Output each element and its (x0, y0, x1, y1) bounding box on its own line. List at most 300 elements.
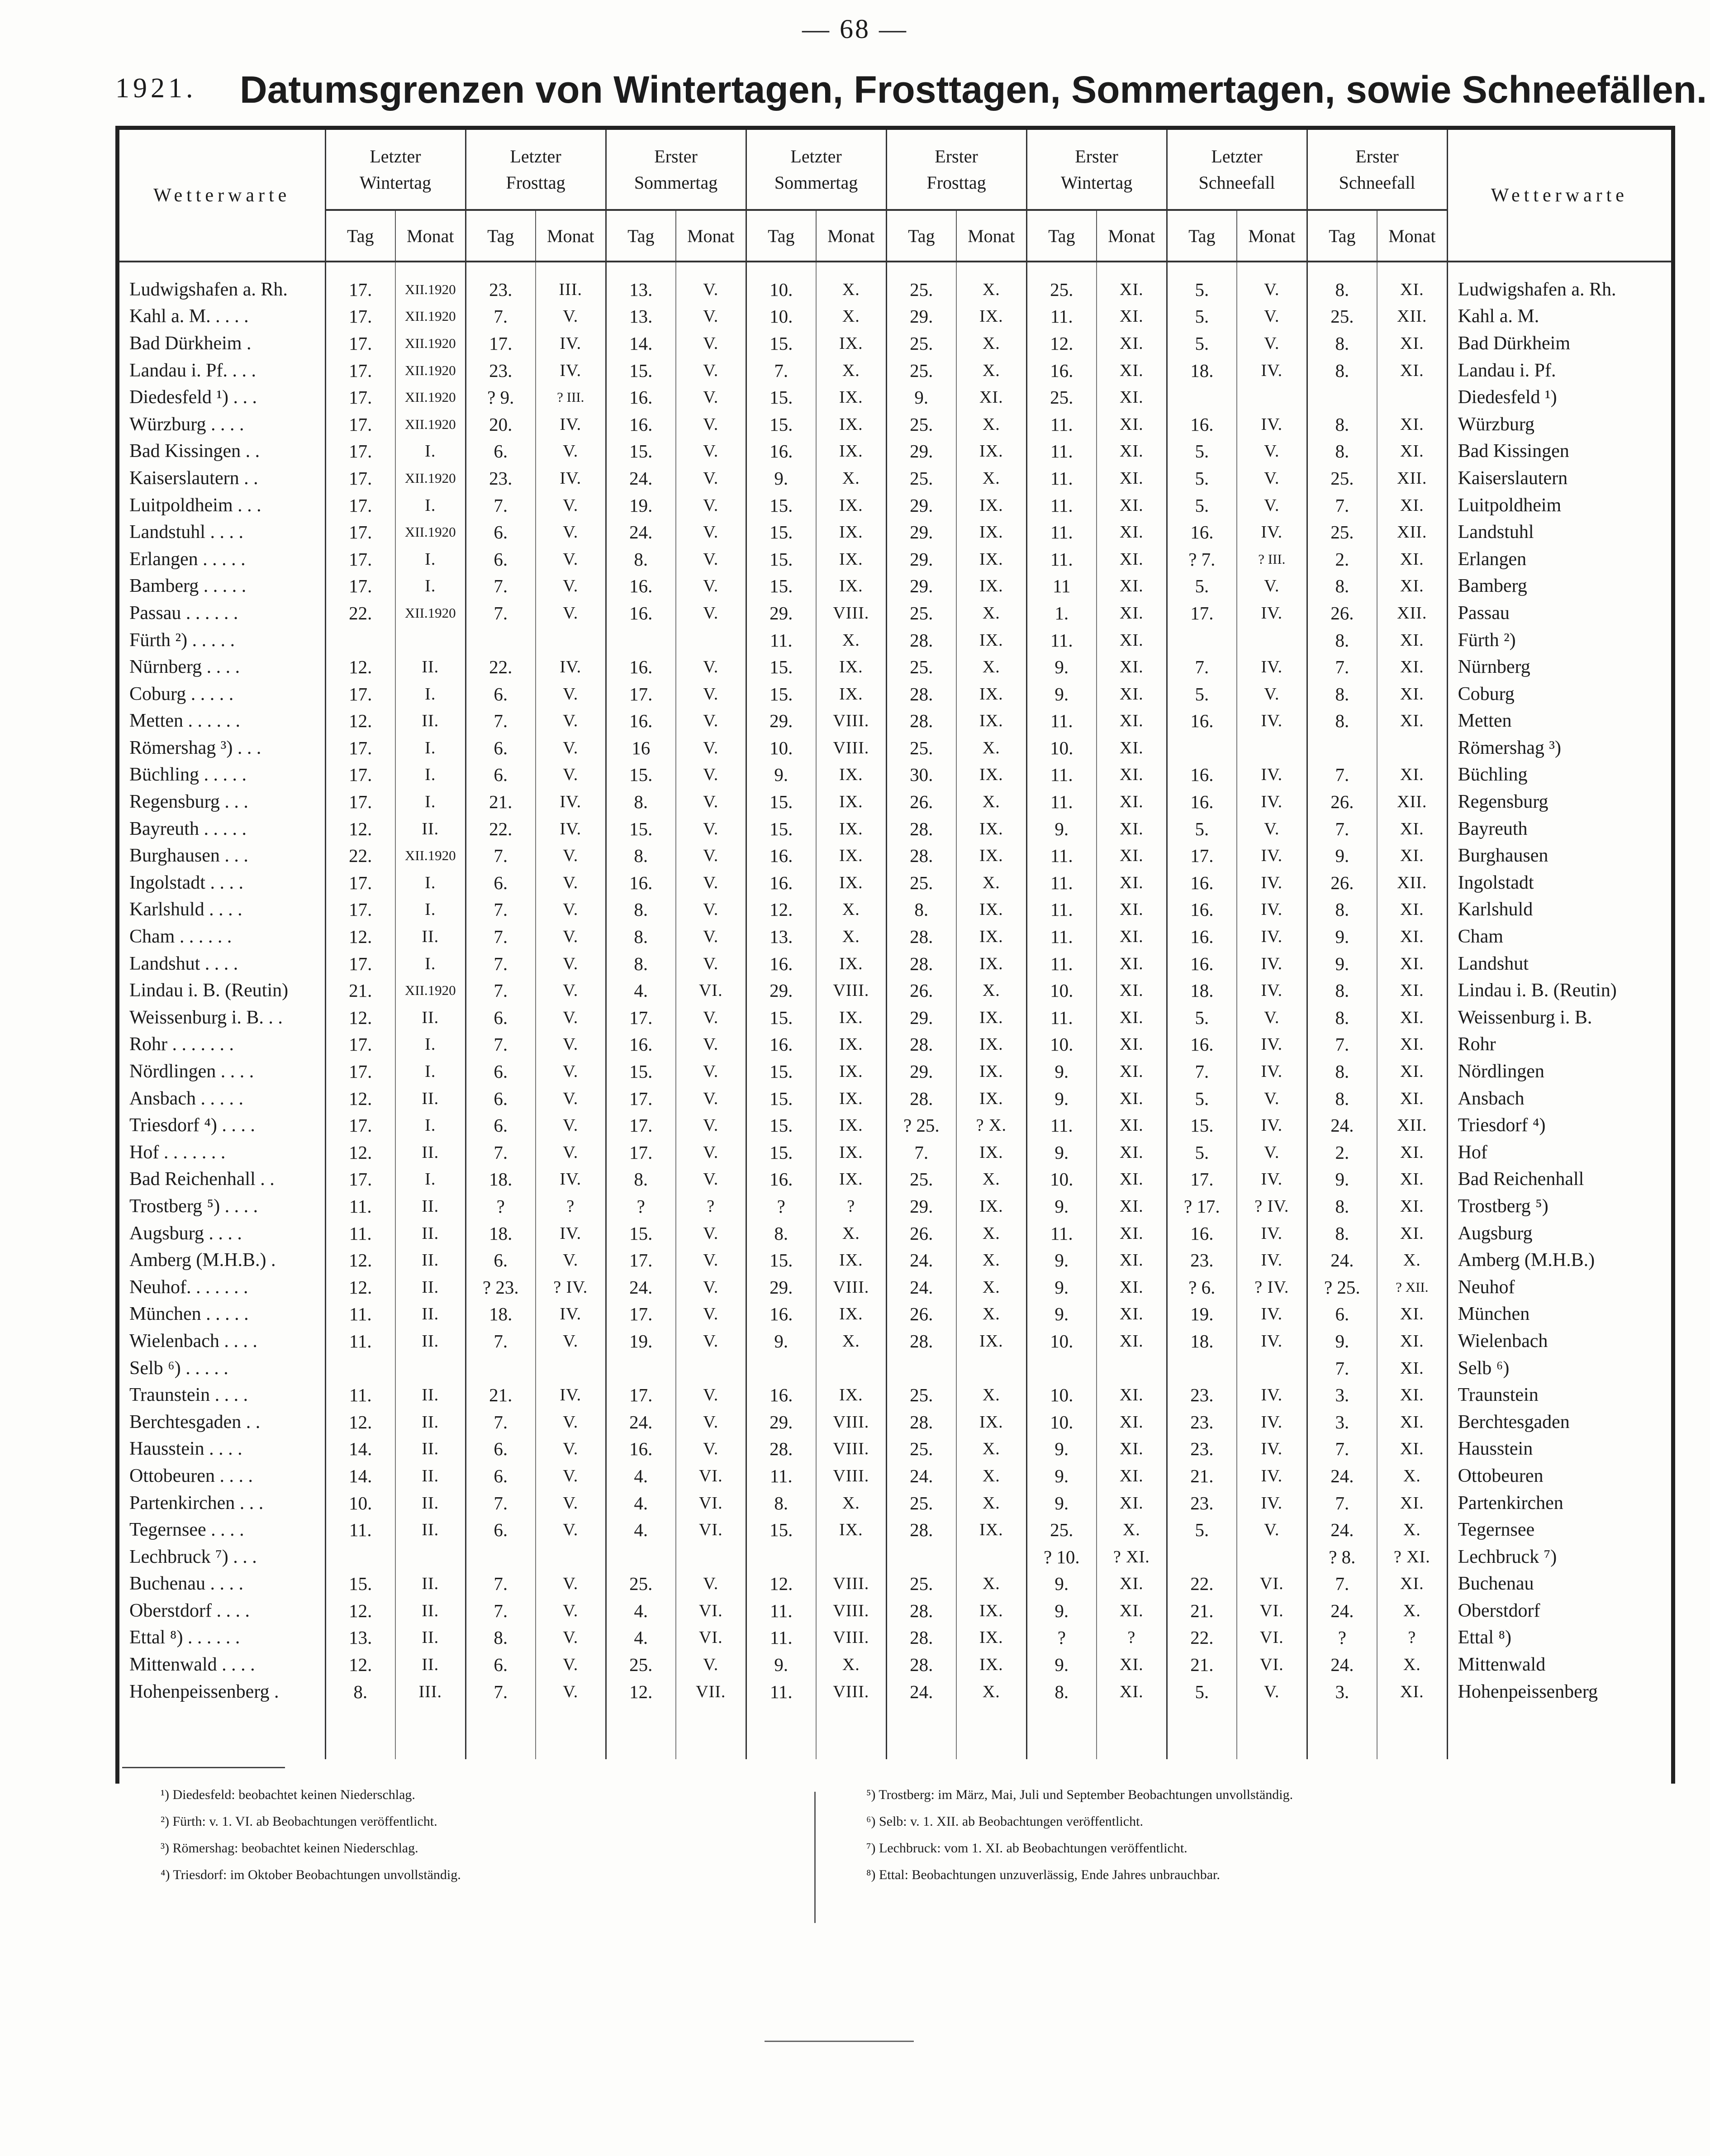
cell-monat: V. (536, 1139, 606, 1166)
station-name: Regensburg . . . (119, 788, 325, 815)
cell-tag: 24. (886, 1678, 956, 1705)
cell-tag: 17. (325, 276, 395, 303)
cell-monat: I. (395, 1166, 466, 1193)
cell-monat: XI. (1097, 573, 1167, 600)
table-row (119, 465, 1671, 492)
spacer-row (119, 262, 1671, 276)
cell-tag: 9. (1026, 1058, 1097, 1085)
cell-tag: 12. (325, 1085, 395, 1112)
cell-tag: 16. (1167, 519, 1237, 546)
cell-tag: 6. (466, 1651, 536, 1678)
station-name-right: Nördlingen (1458, 1061, 1544, 1082)
sub-header-tag: Tag (746, 210, 816, 262)
cell-tag: 16. (1167, 1220, 1237, 1247)
cell-monat: XI. (1097, 708, 1167, 735)
station-name-right: Oberstdorf (1458, 1600, 1540, 1621)
cell-tag: 24. (606, 519, 676, 546)
cell-monat: II. (395, 1462, 466, 1490)
cell-tag: 17. (606, 1139, 676, 1166)
cell-tag: 28. (886, 950, 956, 977)
cell-monat: V. (676, 1409, 746, 1436)
cell-tag: 9. (1307, 950, 1377, 977)
cell-monat: XI. (1097, 1328, 1167, 1355)
cell-monat: V. (536, 1490, 606, 1517)
cell-monat: IV. (1237, 1166, 1307, 1193)
cell-tag: 8. (1307, 1193, 1377, 1220)
cell-monat: XI. (1377, 1328, 1447, 1355)
cell-monat: V. (536, 546, 606, 573)
footnote-1: ¹) Diedesfeld: beobachtet keinen Niederschlag. (161, 1787, 415, 1802)
cell-tag: 7. (1307, 653, 1377, 681)
cell-monat: X. (816, 1328, 886, 1355)
table-row (119, 681, 1671, 708)
cell-monat: XI. (1377, 1220, 1447, 1247)
table-row (119, 357, 1671, 384)
group-header-line2: Frosttag (926, 172, 986, 193)
sub-header-monat: Monat (676, 210, 746, 262)
cell-tag: 11. (325, 1193, 395, 1220)
cell-tag: 28. (886, 815, 956, 842)
cell-tag: 1. (1026, 600, 1097, 627)
cell-tag: 8. (325, 1678, 395, 1705)
cell-monat: VI. (676, 1597, 746, 1624)
cell-tag: 12. (325, 1247, 395, 1274)
table-row (119, 977, 1671, 1004)
cell-monat: X. (956, 977, 1026, 1004)
cell-tag: 15. (606, 1058, 676, 1085)
cell-monat: IX. (956, 950, 1026, 977)
cell-monat: IV. (1237, 1328, 1307, 1355)
cell-tag: 15. (746, 1058, 816, 1085)
cell-tag: 5. (1167, 1516, 1237, 1543)
cell-tag (886, 1543, 956, 1571)
cell-tag: 7. (1307, 492, 1377, 519)
cell-monat: IV. (1237, 1058, 1307, 1085)
cell-monat: II. (395, 1004, 466, 1031)
cell-tag: 16. (746, 1166, 816, 1193)
cell-monat (816, 1355, 886, 1382)
cell-monat: X. (1377, 1247, 1447, 1274)
cell-monat: I. (395, 492, 466, 519)
cell-tag: 25. (1307, 519, 1377, 546)
cell-monat: V. (536, 1651, 606, 1678)
cell-monat: X. (816, 1651, 886, 1678)
cell-monat: X. (956, 276, 1026, 303)
cell-monat: IX. (816, 815, 886, 842)
cell-monat: V. (676, 1436, 746, 1463)
cell-monat: XI. (1097, 1597, 1167, 1624)
table-row (119, 1004, 1671, 1031)
cell-monat: IX. (816, 330, 886, 357)
cell-tag: 11 (1026, 573, 1097, 600)
cell-tag: 19. (606, 1328, 676, 1355)
cell-tag: 15. (746, 1112, 816, 1139)
cell-monat: XI. (1377, 1058, 1447, 1085)
cell-tag: 25. (1026, 276, 1097, 303)
cell-monat: V. (536, 734, 606, 762)
station-name: Rohr . . . . . . . (119, 1031, 325, 1058)
cell-tag: 4. (606, 1516, 676, 1543)
cell-tag: ? (1307, 1624, 1377, 1652)
cell-tag: 4. (606, 1490, 676, 1517)
cell-tag: 8. (1307, 681, 1377, 708)
cell-monat: IX. (816, 1516, 886, 1543)
cell-tag: 15. (606, 762, 676, 789)
table-row (119, 438, 1671, 465)
cell-monat (1377, 384, 1447, 411)
cell-monat: IX. (956, 1651, 1026, 1678)
station-name: Ettal ⁸) . . . . . . (119, 1624, 325, 1652)
cell-monat: V. (536, 492, 606, 519)
cell-tag: 3. (1307, 1409, 1377, 1436)
cell-monat: XI. (1377, 923, 1447, 950)
cell-monat: IV. (1237, 869, 1307, 896)
cell-tag: 29. (886, 1004, 956, 1031)
cell-tag: 25. (1307, 465, 1377, 492)
station-name: Bad Kissingen . . (119, 438, 325, 465)
cell-tag: 18. (466, 1301, 536, 1328)
cell-tag: 7. (466, 1139, 536, 1166)
cell-tag: 25. (886, 465, 956, 492)
cell-monat: X. (1377, 1651, 1447, 1678)
cell-tag: 22. (325, 600, 395, 627)
cell-tag: 10. (746, 303, 816, 330)
cell-tag: 24. (1307, 1112, 1377, 1139)
cell-tag (1167, 1543, 1237, 1571)
cell-monat: XI. (1377, 1409, 1447, 1436)
cell-monat: IX. (956, 1139, 1026, 1166)
cell-tag: 10. (325, 1490, 395, 1517)
cell-tag: 8. (1307, 438, 1377, 465)
station-name-right: Berchtesgaden (1458, 1411, 1570, 1433)
cell-monat: XI. (1097, 1058, 1167, 1085)
cell-tag (1307, 734, 1377, 762)
cell-tag: 16. (1167, 411, 1237, 438)
cell-tag: 9. (886, 384, 956, 411)
cell-tag: 7. (466, 492, 536, 519)
station-name-right: Selb ⁶) (1458, 1357, 1510, 1379)
cell-monat: XI. (1097, 869, 1167, 896)
cell-monat: IX. (816, 869, 886, 896)
cell-monat: V. (1237, 465, 1307, 492)
cell-tag (325, 627, 395, 654)
cell-tag: 29. (886, 303, 956, 330)
cell-monat: IV. (1237, 600, 1307, 627)
cell-tag: 11. (1026, 492, 1097, 519)
cell-tag: ? (746, 1193, 816, 1220)
cell-tag: 6. (466, 1516, 536, 1543)
cell-tag: 26. (886, 788, 956, 815)
station-name: Traunstein . . . . (119, 1381, 325, 1409)
cell-tag: 19. (606, 492, 676, 519)
station-name-right: München (1458, 1304, 1530, 1325)
cell-tag: 7. (466, 1597, 536, 1624)
group-header-line1: Letzter (1211, 146, 1263, 167)
cell-monat: V. (1237, 276, 1307, 303)
station-name-right: Bamberg (1458, 576, 1527, 597)
table-row (119, 653, 1671, 681)
station-name-right: Fürth ²) (1458, 629, 1516, 651)
cell-monat: V. (676, 708, 746, 735)
cell-tag: 12. (606, 1678, 676, 1705)
cell-monat: IX. (816, 1166, 886, 1193)
cell-tag: 23. (1167, 1409, 1237, 1436)
cell-tag: 9. (1026, 681, 1097, 708)
cell-tag: 16. (606, 573, 676, 600)
cell-monat: XI. (1097, 1462, 1167, 1490)
data-table-frame (115, 126, 1675, 1784)
cell-tag: 6. (466, 1462, 536, 1490)
station-name: Tegernsee . . . . (119, 1516, 325, 1543)
cell-monat: IV. (1237, 653, 1307, 681)
station-name-right: Hohenpeissenberg (1458, 1681, 1598, 1702)
cell-tag: 9. (1026, 815, 1097, 842)
station-name: Kahl a. M. . . . . (119, 303, 325, 330)
group-header-letzter-frosttag (466, 130, 606, 210)
cell-tag: 15. (746, 681, 816, 708)
station-name: Triesdorf ⁴) . . . . (119, 1112, 325, 1139)
cell-tag: 6. (466, 1004, 536, 1031)
cell-monat: V. (536, 762, 606, 789)
station-name-right: Metten (1458, 710, 1512, 732)
cell-monat: ? IV. (1237, 1274, 1307, 1301)
cell-monat: V. (536, 573, 606, 600)
cell-monat: XII.1920 (395, 330, 466, 357)
cell-tag (1167, 627, 1237, 654)
cell-monat: II. (395, 1139, 466, 1166)
cell-tag: 22. (1167, 1624, 1237, 1652)
group-header-line1: Erster (1355, 146, 1399, 167)
table-row (119, 1381, 1671, 1409)
cell-monat: V. (1237, 1678, 1307, 1705)
cell-monat: XI. (1097, 411, 1167, 438)
cell-tag: 16. (1167, 896, 1237, 923)
group-header-erster-sommertag (606, 130, 746, 210)
cell-tag: 6. (466, 762, 536, 789)
cell-monat: V. (536, 1624, 606, 1652)
cell-monat: X. (956, 1247, 1026, 1274)
cell-tag: 29. (886, 1058, 956, 1085)
cell-monat: IX. (956, 1058, 1026, 1085)
sub-header-tag: Tag (466, 210, 536, 262)
footnote-8: ⁸) Ettal: Beobachtungen unzuverlässig, Ende Jahres unbrauchbar. (866, 1867, 1220, 1882)
cell-tag: 7. (746, 357, 816, 384)
cell-monat: IX. (816, 681, 886, 708)
cell-tag: 23. (1167, 1490, 1237, 1517)
cell-monat: XI. (1097, 896, 1167, 923)
cell-monat: IX. (956, 627, 1026, 654)
cell-monat: IX. (956, 681, 1026, 708)
cell-tag: ? 25. (886, 1112, 956, 1139)
cell-monat: II. (395, 1436, 466, 1463)
cell-monat: XI. (1097, 950, 1167, 977)
station-name: Hausstein . . . . (119, 1436, 325, 1463)
cell-monat (1377, 734, 1447, 762)
cell-tag: 9. (1026, 1490, 1097, 1517)
cell-tag: 12. (325, 815, 395, 842)
cell-tag: 24. (1307, 1462, 1377, 1490)
cell-monat: IV. (536, 330, 606, 357)
cell-monat: V. (536, 519, 606, 546)
cell-tag: 11. (1026, 411, 1097, 438)
cell-monat: XI. (1377, 1166, 1447, 1193)
cell-monat: XI. (1377, 1490, 1447, 1517)
cell-monat: X. (956, 788, 1026, 815)
cell-tag: 10. (1026, 1031, 1097, 1058)
station-name: Ludwigshafen a. Rh. (119, 276, 325, 303)
cell-tag: ? 8. (1307, 1543, 1377, 1571)
cell-monat: X. (816, 465, 886, 492)
station-name: Selb ⁶) . . . . . (119, 1355, 325, 1382)
station-name-right: Ettal ⁸) (1458, 1627, 1511, 1648)
year-label: 1921. (115, 73, 197, 104)
cell-monat: IV. (1237, 788, 1307, 815)
cell-monat: XII. (1377, 1112, 1447, 1139)
cell-tag: 6. (466, 1247, 536, 1274)
table-row (119, 1247, 1671, 1274)
station-name: Bamberg . . . . . (119, 573, 325, 600)
cell-tag: 25. (886, 653, 956, 681)
cell-tag: 24. (886, 1274, 956, 1301)
cell-monat: XI. (1377, 1678, 1447, 1705)
cell-tag: ? 6. (1167, 1274, 1237, 1301)
cell-tag: 7. (466, 573, 536, 600)
table-row (119, 1624, 1671, 1652)
group-header-erster-frosttag (886, 130, 1026, 210)
group-header-line1: Letzter (370, 146, 421, 167)
sub-header-monat: Monat (1377, 210, 1447, 262)
cell-tag: 11. (1026, 1112, 1097, 1139)
cell-monat: IX. (956, 1409, 1026, 1436)
cell-tag: 15. (606, 438, 676, 465)
cell-monat: VIII. (816, 1409, 886, 1436)
cell-monat: V. (536, 896, 606, 923)
cell-tag: 7. (466, 1678, 536, 1705)
cell-tag: 11. (325, 1301, 395, 1328)
cell-monat: ? XII. (1377, 1274, 1447, 1301)
cell-tag: 24. (1307, 1516, 1377, 1543)
cell-tag: 16. (1167, 1031, 1237, 1058)
station-name-right: Römershag ³) (1458, 737, 1561, 758)
table-body (119, 262, 1671, 1759)
cell-tag: 11. (1026, 896, 1097, 923)
station-name: Lechbruck ⁷) . . . (119, 1543, 325, 1571)
cell-monat: II. (395, 1651, 466, 1678)
station-name: Bayreuth . . . . . (119, 815, 325, 842)
cell-monat: V. (536, 977, 606, 1004)
table-row (119, 734, 1671, 762)
cell-monat: VII. (676, 1678, 746, 1705)
table-row (119, 411, 1671, 438)
cell-tag: 26. (886, 977, 956, 1004)
cell-tag (606, 627, 676, 654)
cell-monat: V. (676, 842, 746, 869)
cell-tag: 17. (606, 681, 676, 708)
cell-tag: 17. (325, 1112, 395, 1139)
cell-tag: 20. (466, 411, 536, 438)
station-name: Landshut . . . . (119, 950, 325, 977)
cell-monat: X. (816, 896, 886, 923)
cell-tag: ? (466, 1193, 536, 1220)
station-name-right: Bad Reichenhall (1458, 1169, 1584, 1190)
cell-tag: 29. (886, 519, 956, 546)
cell-tag: 8. (1307, 573, 1377, 600)
station-name-right: Hof (1458, 1142, 1487, 1163)
cell-tag: 7. (466, 923, 536, 950)
cell-monat: II. (395, 815, 466, 842)
cell-tag: 16. (1167, 708, 1237, 735)
cell-monat (1237, 1543, 1307, 1571)
cell-tag: 24. (1307, 1597, 1377, 1624)
cell-monat: II. (395, 1274, 466, 1301)
cell-monat: XI. (1097, 653, 1167, 681)
cell-monat: XI. (1377, 815, 1447, 842)
cell-monat: X. (816, 627, 886, 654)
cell-tag (1167, 1355, 1237, 1382)
cell-monat: X. (956, 411, 1026, 438)
cell-tag: 23. (466, 357, 536, 384)
cell-tag: 25. (886, 1490, 956, 1517)
cell-tag: 11. (1026, 546, 1097, 573)
cell-monat: XII. (1377, 788, 1447, 815)
sub-header-tag: Tag (1026, 210, 1097, 262)
cell-monat: IX. (956, 923, 1026, 950)
cell-monat: V. (536, 1678, 606, 1705)
cell-monat: XI. (1377, 1571, 1447, 1598)
cell-tag: 22. (466, 653, 536, 681)
footnote-6: ⁶) Selb: v. 1. XII. ab Beobachtungen veröffentlicht. (866, 1814, 1143, 1829)
cell-monat: I. (395, 896, 466, 923)
cell-tag: 11. (1026, 788, 1097, 815)
station-name: Neuhof. . . . . . . (119, 1274, 325, 1301)
cell-monat: XII. (1377, 519, 1447, 546)
cell-tag: 15. (746, 1004, 816, 1031)
cell-monat: V. (536, 1112, 606, 1139)
cell-monat: V. (536, 1571, 606, 1598)
cell-monat: II. (395, 1516, 466, 1543)
cell-monat: IX. (816, 653, 886, 681)
cell-monat: V. (676, 573, 746, 600)
sub-header-monat: Monat (956, 210, 1026, 262)
group-header-line1: Erster (935, 146, 978, 167)
cell-monat: XI. (1097, 384, 1167, 411)
cell-tag: 9. (1307, 1166, 1377, 1193)
cell-monat: VIII. (816, 1571, 886, 1598)
station-name-right: Mittenwald (1458, 1654, 1546, 1675)
cell-tag: 25. (606, 1571, 676, 1598)
cell-tag: 29. (886, 546, 956, 573)
cell-tag: 17. (325, 330, 395, 357)
cell-tag: 11. (1026, 950, 1097, 977)
cell-tag: 25. (886, 869, 956, 896)
cell-tag: 9. (1026, 1139, 1097, 1166)
group-header-line2: Frosttag (506, 172, 565, 193)
cell-monat: V. (536, 923, 606, 950)
cell-monat: IV. (536, 653, 606, 681)
cell-tag: 7. (466, 977, 536, 1004)
cell-monat (536, 627, 606, 654)
cell-tag: 16. (746, 869, 816, 896)
cell-monat: XII.1920 (395, 519, 466, 546)
station-name: Bad Dürkheim . (119, 330, 325, 357)
cell-monat: XI. (1097, 1409, 1167, 1436)
cell-monat: XI. (1377, 1139, 1447, 1166)
cell-tag: 25. (886, 357, 956, 384)
cell-monat: X. (1097, 1516, 1167, 1543)
table-row (119, 1543, 1671, 1571)
cell-monat: IX. (816, 384, 886, 411)
footnote-7: ⁷) Lechbruck: vom 1. XI. ab Beobachtungen veröffentlicht. (866, 1841, 1188, 1856)
